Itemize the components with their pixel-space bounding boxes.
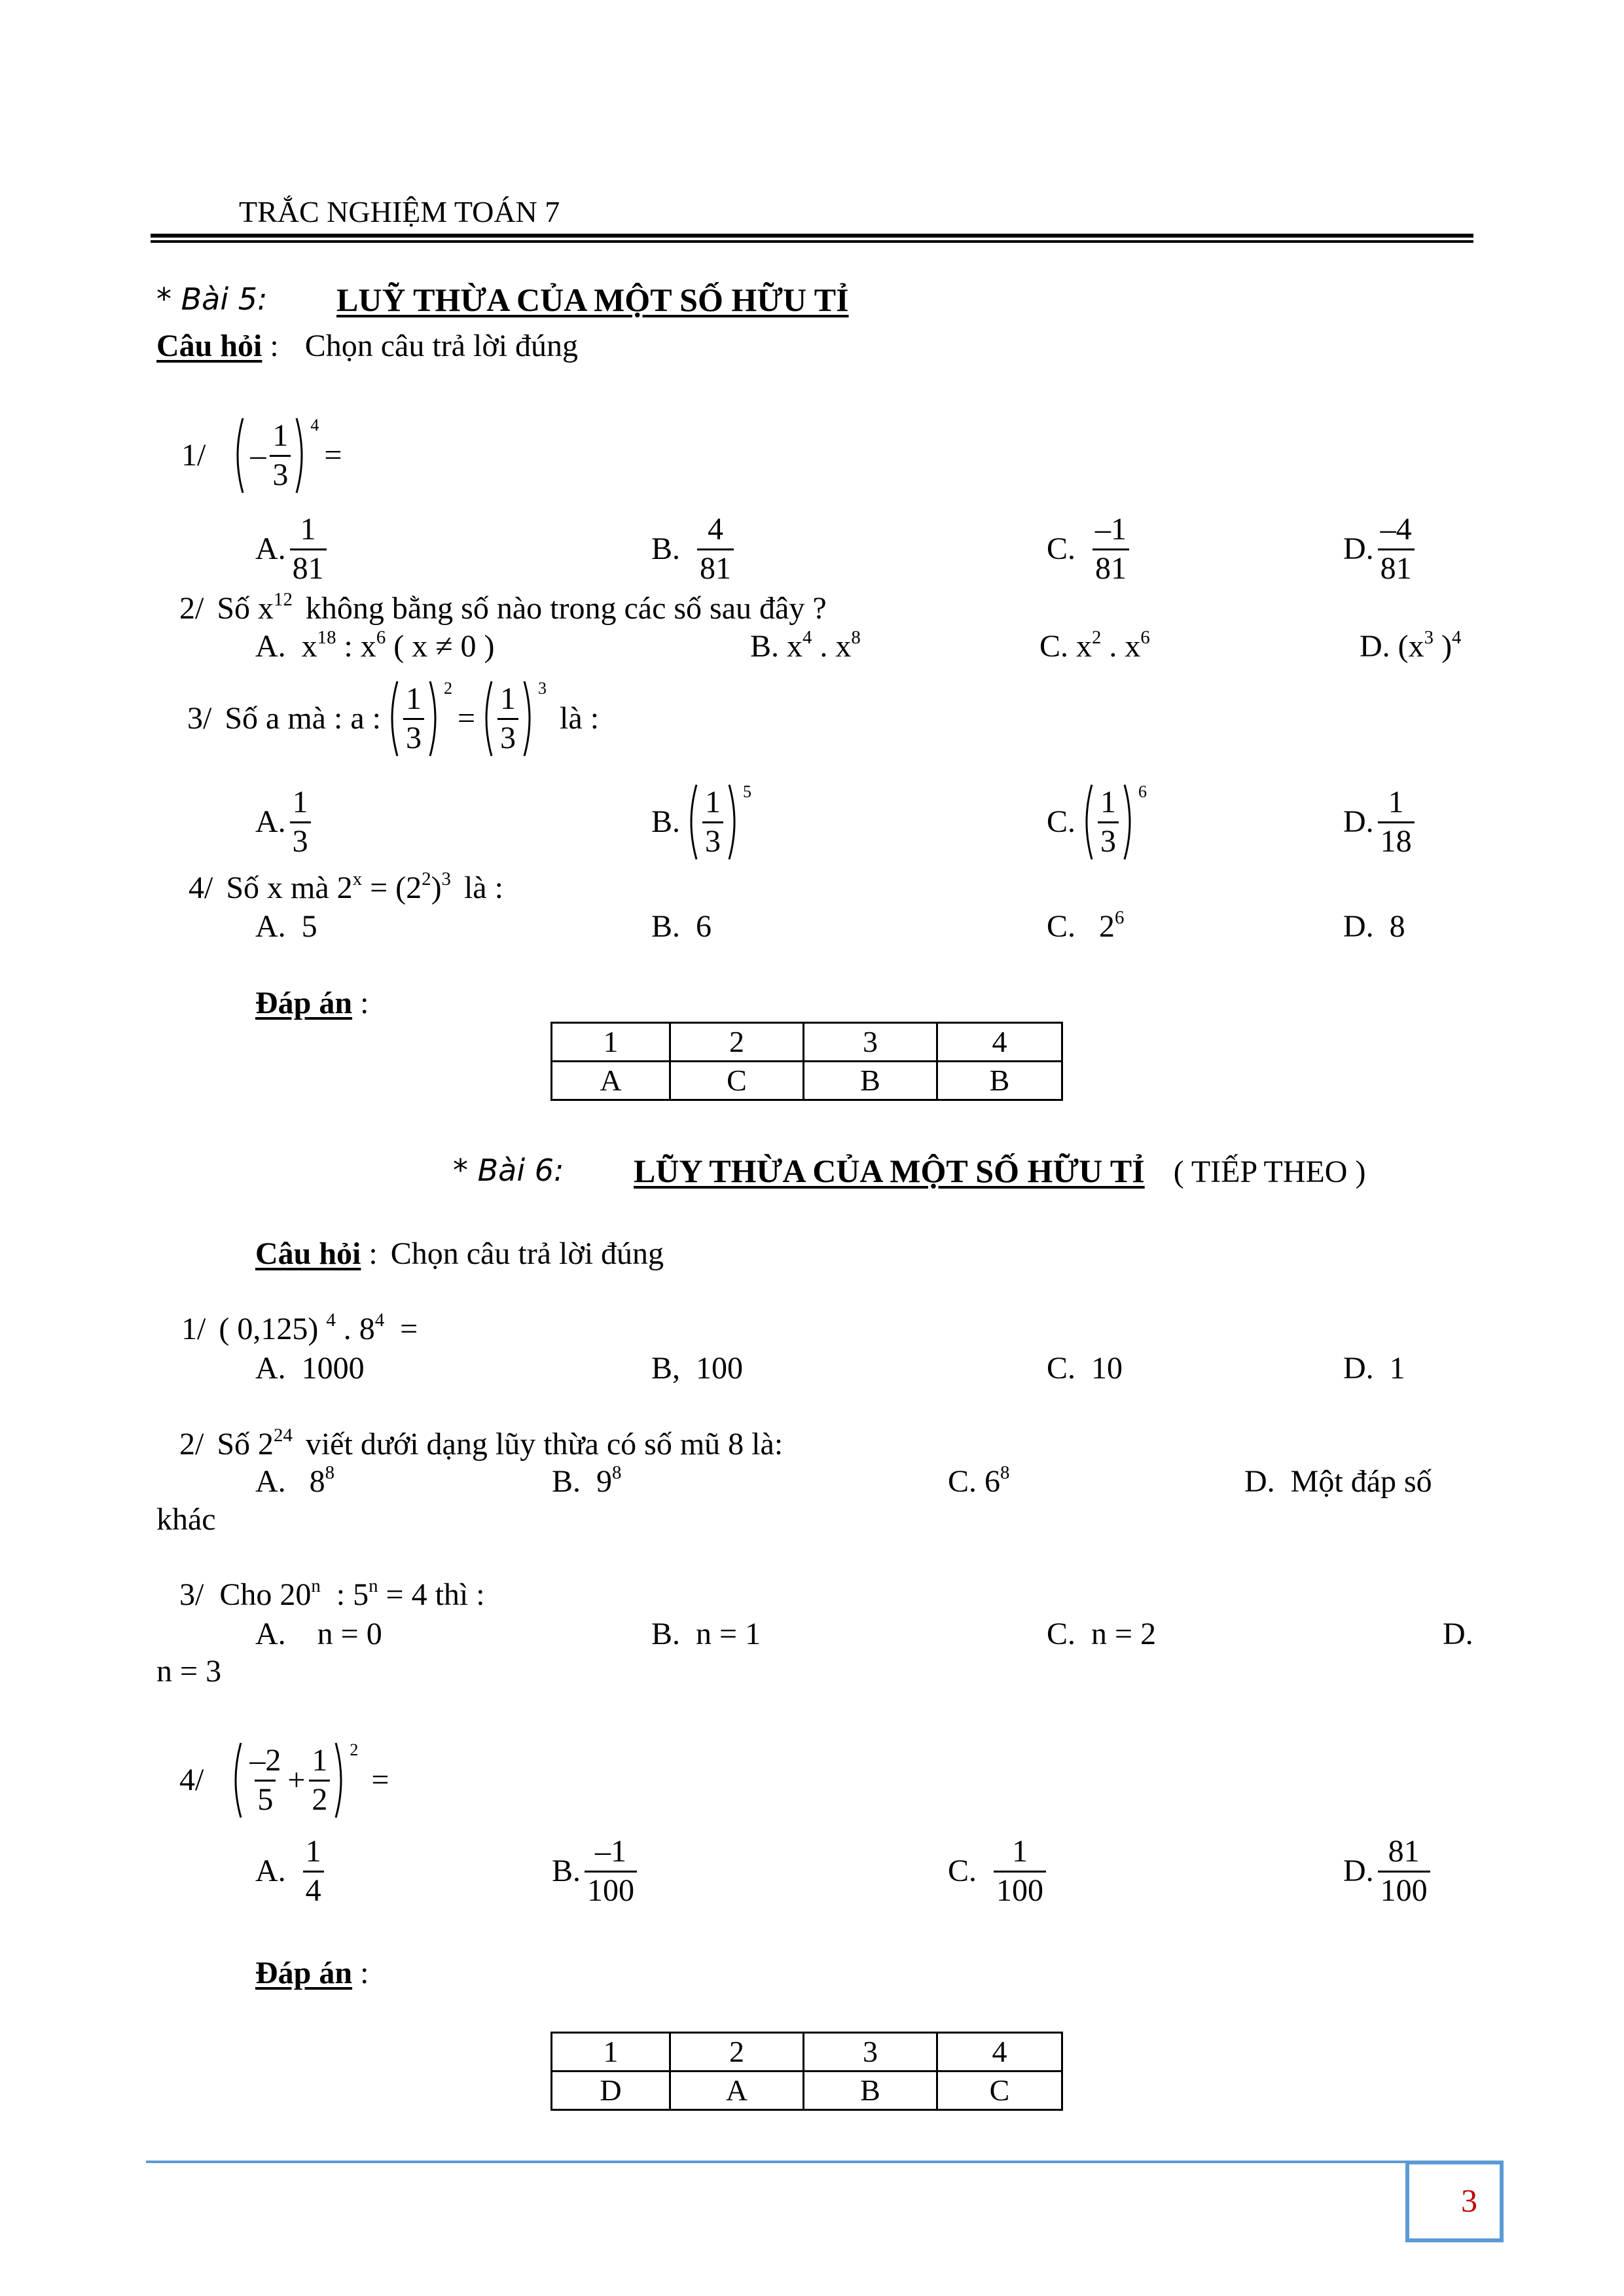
table-cell: D — [552, 2072, 670, 2110]
exponent: 4 — [374, 1309, 385, 1331]
option-letter: C. — [1039, 629, 1069, 664]
right-paren-icon — [727, 783, 740, 861]
numerator: 1 — [305, 1833, 321, 1869]
numerator: 1 — [705, 784, 721, 819]
option-letter: C. — [1047, 909, 1076, 944]
numerator: 1 — [272, 418, 289, 453]
table-cell: B — [937, 1062, 1062, 1100]
exponent: n — [369, 1575, 378, 1596]
option-a[interactable] — [255, 907, 317, 946]
numerator: –1 — [1095, 511, 1127, 547]
lesson6-prompt — [255, 1235, 664, 1273]
l6-q2-options — [0, 1462, 1624, 1501]
option-letter: D. — [1343, 1351, 1374, 1386]
exponent: 8 — [851, 627, 861, 649]
l5-question-2 — [179, 590, 827, 628]
prompt-sep: : — [262, 329, 279, 363]
question-text: Cho 20 — [219, 1577, 312, 1612]
answer-label: Đáp án — [255, 1956, 353, 1990]
l5-q2-options — [0, 627, 1624, 666]
header-rule-thick — [151, 234, 1473, 238]
base: (x — [1398, 629, 1424, 664]
table-cell: B — [804, 2072, 937, 2110]
option-letter: A. — [255, 1854, 286, 1889]
right-paren-icon — [428, 679, 441, 758]
numerator: 1 — [292, 784, 308, 819]
option-letter: C. — [1047, 1617, 1076, 1652]
option-b[interactable] — [552, 1462, 621, 1501]
denominator: 100 — [1378, 1871, 1430, 1909]
numerator: 1 — [312, 1742, 328, 1778]
option-letter: C. — [1047, 531, 1076, 567]
option-b[interactable] — [651, 907, 712, 946]
minus-sign: – — [250, 438, 266, 473]
option-value: 6 — [984, 1464, 1001, 1499]
exponent: 2 — [422, 868, 431, 889]
denominator: 3 — [1098, 821, 1119, 859]
option-a[interactable] — [255, 627, 495, 666]
option-value: 1000 — [301, 1351, 365, 1386]
base: x — [787, 629, 803, 664]
l5-question-1 — [0, 416, 1624, 495]
option-letter: C. — [1047, 1351, 1076, 1386]
footer-rule — [146, 2161, 1409, 2163]
option-letter: A. — [255, 629, 286, 664]
exponent: 2 — [443, 679, 452, 698]
numerator: 1 — [500, 681, 516, 716]
exponent: 8 — [1000, 1462, 1010, 1484]
numerator: –1 — [595, 1833, 627, 1869]
exponent: 8 — [325, 1462, 335, 1484]
equals: = — [324, 438, 342, 473]
option-b[interactable] — [651, 1615, 761, 1654]
table-cell: 4 — [937, 1023, 1062, 1062]
l5-answer-label — [255, 984, 369, 1022]
right-paren-icon — [522, 679, 535, 758]
left-paren-icon — [480, 679, 494, 758]
lesson6-heading — [634, 1151, 1365, 1191]
numerator: 81 — [1388, 1833, 1420, 1869]
fraction — [270, 419, 291, 493]
l6-q1-options — [0, 1349, 1624, 1388]
option-a[interactable] — [255, 1349, 365, 1388]
l5-question-4 — [189, 869, 503, 907]
numerator: 1 — [1388, 784, 1404, 819]
option-a[interactable] — [255, 510, 331, 588]
exponent: 3 — [538, 679, 547, 698]
l6-question-4 — [0, 1740, 1624, 1821]
equals: = — [400, 1312, 418, 1346]
denominator: 81 — [290, 548, 327, 586]
option-letter: D. — [1343, 909, 1374, 944]
question-text: ( 0,125) — [219, 1312, 319, 1346]
option-letter: D. — [1343, 1854, 1374, 1889]
exponent: 6 — [1140, 627, 1150, 649]
table-row — [552, 2072, 1062, 2110]
option-d[interactable] — [1343, 781, 1418, 863]
exponent: 6 — [1115, 907, 1125, 929]
exponent: 8 — [612, 1462, 622, 1484]
option-value: n = 0 — [317, 1617, 382, 1652]
question-text: . 8 — [343, 1312, 375, 1346]
denominator: 3 — [702, 821, 723, 859]
right-paren-icon — [1123, 783, 1136, 861]
option-d[interactable] — [1343, 1831, 1434, 1912]
power-expression — [230, 1741, 358, 1820]
page-number: 3 — [1461, 2182, 1477, 2219]
option-c[interactable] — [1047, 907, 1124, 946]
exponent: 2 — [350, 1740, 359, 1759]
prompt-label: Câu hỏi — [156, 329, 262, 363]
question-text: Số x — [217, 591, 274, 626]
equals: = — [457, 701, 476, 736]
power-expression — [232, 416, 319, 495]
denominator: 100 — [585, 1871, 637, 1909]
option-b[interactable] — [552, 1831, 641, 1912]
question-text: không bằng số nào trong các số sau đây ? — [305, 591, 827, 626]
left-paren-icon — [232, 416, 245, 495]
option-d[interactable] — [1244, 1462, 1432, 1501]
exponent: 18 — [317, 627, 336, 649]
option-a[interactable] — [255, 1831, 328, 1912]
l5-question-3 — [0, 678, 1624, 759]
numerator: 1 — [300, 511, 316, 547]
option-c[interactable] — [1039, 627, 1150, 666]
l6-q3-option-d-wrap: n = 3 — [156, 1654, 222, 1689]
option-value: n = 1 — [696, 1617, 761, 1652]
operator: . x — [820, 629, 852, 664]
page-number-box — [1405, 2161, 1504, 2242]
table-cell: 3 — [804, 2033, 937, 2072]
denominator: 3 — [290, 821, 311, 859]
base: x — [1076, 629, 1092, 664]
answer-sep: : — [352, 1956, 369, 1990]
option-letter: A. — [255, 1617, 286, 1652]
denominator: 3 — [270, 455, 291, 493]
option-d[interactable] — [1360, 627, 1461, 666]
l5-answer-table — [550, 1022, 1063, 1101]
exponent: 12 — [274, 588, 293, 610]
plus-sign: + — [287, 1763, 306, 1798]
denominator: 100 — [994, 1871, 1046, 1909]
l6-q4-options — [0, 1831, 1624, 1912]
question-number: 3/ — [187, 701, 212, 736]
exponent: 5 — [743, 782, 752, 801]
power-expression — [480, 679, 547, 758]
table-cell: 2 — [670, 1023, 804, 1062]
l6-q3-options — [0, 1615, 1624, 1654]
exponent: 4 — [803, 627, 812, 649]
denominator: 3 — [403, 718, 424, 756]
lesson5-prompt — [156, 327, 578, 365]
option-letter: D. — [1244, 1464, 1275, 1499]
denominator: 5 — [255, 1780, 276, 1818]
option-letter: C. — [1047, 804, 1076, 840]
numerator: –2 — [249, 1742, 281, 1778]
denominator: 81 — [1092, 548, 1129, 586]
left-paren-icon — [1081, 783, 1094, 861]
question-text: : 5 — [336, 1577, 369, 1612]
option-d[interactable] — [1343, 1349, 1405, 1388]
option-letter: C. — [948, 1854, 977, 1889]
l6-answer-label — [255, 1954, 369, 1992]
option-letter: B. — [750, 629, 780, 664]
question-number: 2/ — [179, 1427, 204, 1462]
operator: ) — [1441, 629, 1453, 664]
table-cell: 2 — [670, 2033, 804, 2072]
option-a[interactable] — [255, 1462, 334, 1501]
table-cell: B — [804, 1062, 937, 1100]
lesson6-title: LŨY THỪA CỦA MỘT SỐ HỮU TỈ — [634, 1153, 1145, 1189]
option-b[interactable] — [651, 781, 751, 863]
table-cell: 4 — [937, 2033, 1062, 2072]
option-value: Một đáp số — [1290, 1464, 1432, 1499]
option-letter: D. — [1443, 1617, 1473, 1652]
option-value: 100 — [696, 1351, 744, 1386]
option-letter: A. — [255, 531, 286, 567]
power-expression — [386, 679, 452, 758]
table-cell: 1 — [552, 2033, 670, 2072]
denominator: 18 — [1378, 821, 1415, 859]
answer-sep: : — [352, 986, 369, 1020]
base: x — [301, 629, 317, 664]
option-letter: C. — [948, 1464, 977, 1499]
numerator: 1 — [1100, 784, 1117, 819]
left-paren-icon — [386, 679, 399, 758]
exponent: 6 — [1138, 782, 1147, 801]
exponent: 24 — [274, 1424, 293, 1446]
option-c[interactable] — [948, 1831, 1050, 1912]
l6-question-3 — [179, 1576, 485, 1614]
question-text: Số x mà 2 — [226, 870, 353, 905]
denominator: 2 — [309, 1780, 330, 1818]
option-value: 5 — [301, 909, 317, 944]
prompt-text: Chọn câu trả lời đúng — [390, 1236, 664, 1271]
question-number: 1/ — [181, 438, 206, 473]
l5-q4-options — [0, 907, 1624, 946]
exponent: 6 — [376, 627, 386, 649]
condition: ( x ≠ 0 ) — [393, 629, 495, 664]
question-number: 4/ — [179, 1763, 204, 1798]
table-cell: 1 — [552, 1023, 670, 1062]
denominator: 3 — [497, 718, 518, 756]
question-text: là : — [560, 701, 600, 736]
option-value: 9 — [596, 1464, 613, 1499]
lesson6-label: * Bài 6: — [453, 1153, 564, 1188]
exponent: 4 — [1452, 627, 1462, 649]
option-letter: A. — [255, 909, 286, 944]
header-rule-thin — [151, 240, 1473, 243]
equals: = — [371, 1763, 389, 1798]
question-text: = (2 — [370, 870, 422, 905]
prompt-label: Câu hỏi — [255, 1236, 361, 1271]
option-value: 10 — [1091, 1351, 1123, 1386]
question-number: 4/ — [189, 870, 213, 905]
option-letter: D. — [1343, 804, 1374, 840]
option-letter: D. — [1360, 629, 1390, 664]
right-paren-icon — [295, 416, 308, 495]
left-paren-icon — [230, 1741, 243, 1820]
l5-q1-options — [0, 510, 1624, 588]
numerator: 1 — [405, 681, 422, 716]
option-letter: B. — [552, 1854, 581, 1889]
question-text: ) — [431, 870, 442, 905]
option-letter: B, — [651, 1351, 681, 1386]
exponent: x — [352, 868, 363, 889]
l6-question-1 — [181, 1310, 418, 1348]
option-c[interactable] — [1047, 781, 1147, 863]
operator: : x — [344, 629, 376, 664]
option-value: 8 — [1389, 909, 1405, 944]
table-header-row — [552, 1023, 1062, 1062]
question-text: viết dưới dạng lũy thừa có số mũ 8 là: — [305, 1427, 784, 1462]
numerator: –4 — [1380, 511, 1412, 547]
option-letter: B. — [651, 531, 681, 567]
operator: . x — [1109, 629, 1141, 664]
exponent: n — [311, 1575, 321, 1596]
question-number: 1/ — [181, 1312, 206, 1346]
option-a[interactable] — [255, 1615, 382, 1654]
option-b[interactable] — [651, 510, 738, 588]
lesson5-title: LUỸ THỪA CỦA MỘT SỐ HỮU TỈ — [336, 281, 849, 318]
option-c[interactable] — [1047, 1349, 1123, 1388]
l6-answer-table — [550, 2032, 1063, 2111]
prompt-text: Chọn câu trả lời đúng — [304, 329, 579, 363]
question-text: Số 2 — [217, 1427, 274, 1462]
option-value: 8 — [309, 1464, 325, 1499]
option-letter: B. — [651, 1617, 681, 1652]
question-text: là : — [463, 870, 503, 905]
exponent: 3 — [1424, 627, 1434, 649]
option-letter: B. — [552, 1464, 581, 1499]
option-d[interactable] — [1343, 510, 1418, 588]
denominator: 81 — [697, 548, 734, 586]
l5-q3-options — [0, 781, 1624, 863]
option-a[interactable] — [255, 781, 315, 863]
question-text: = 4 thì : — [386, 1577, 485, 1612]
question-number: 3/ — [179, 1577, 204, 1612]
table-cell: A — [670, 2072, 804, 2110]
option-letter: A. — [255, 1464, 286, 1499]
lesson6-subtitle: ( TIẾP THEO ) — [1173, 1155, 1366, 1189]
option-letter: B. — [651, 909, 681, 944]
option-c[interactable] — [948, 1462, 1009, 1501]
option-c[interactable] — [1047, 510, 1133, 588]
option-letter: B. — [651, 804, 681, 840]
answer-label: Đáp án — [255, 986, 353, 1020]
option-value: 1 — [1389, 1351, 1405, 1386]
l6-question-2 — [179, 1426, 783, 1463]
lesson5-label: * Bài 5: — [156, 281, 268, 317]
running-header: TRẮC NGHIỆM TOÁN 7 — [239, 195, 560, 228]
option-c[interactable] — [1047, 1615, 1156, 1654]
option-value: 2 — [1099, 909, 1115, 944]
table-cell: 3 — [804, 1023, 937, 1062]
exponent: 3 — [441, 868, 451, 889]
numerator: 1 — [1012, 1833, 1028, 1869]
option-letter: A. — [255, 1351, 286, 1386]
denominator: 4 — [303, 1871, 324, 1909]
option-value: n = 2 — [1091, 1617, 1157, 1652]
exponent: 2 — [1092, 627, 1102, 649]
table-cell: A — [552, 1062, 670, 1100]
question-text: Số a mà : a : — [225, 701, 381, 736]
numerator: 4 — [708, 511, 724, 547]
question-number: 2/ — [179, 591, 204, 626]
prompt-sep: : — [361, 1236, 378, 1271]
left-paren-icon — [685, 783, 698, 861]
denominator: 81 — [1378, 548, 1415, 586]
table-row — [552, 1062, 1062, 1100]
option-letter: D. — [1343, 531, 1374, 567]
option-b[interactable] — [651, 1349, 743, 1388]
l6-q2-option-d-wrap: khác — [156, 1502, 216, 1537]
option-letter: A. — [255, 804, 286, 840]
table-cell: C — [670, 1062, 804, 1100]
exponent: 4 — [310, 416, 319, 435]
option-d[interactable] — [1343, 907, 1405, 946]
exponent: 4 — [326, 1309, 336, 1331]
table-header-row — [552, 2033, 1062, 2072]
option-value: 6 — [696, 909, 712, 944]
table-cell: C — [937, 2072, 1062, 2110]
option-b[interactable] — [750, 627, 861, 666]
right-paren-icon — [334, 1741, 347, 1820]
option-d[interactable] — [1443, 1615, 1473, 1654]
